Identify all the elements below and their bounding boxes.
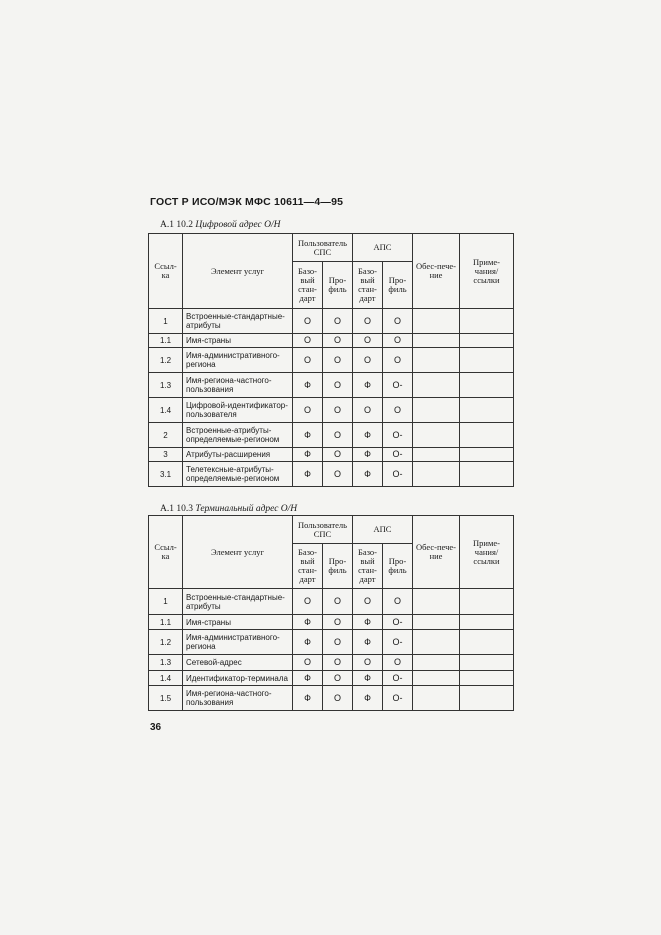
table-row <box>149 348 514 373</box>
value-cell: Ф <box>353 423 383 448</box>
support-cell <box>413 655 460 671</box>
table2-caption <box>160 504 297 514</box>
value-cell: О- <box>383 686 413 711</box>
col-basic-standard-header: Базо-вый стан-дарт <box>353 544 383 589</box>
table-row <box>149 448 514 462</box>
ref-cell: 1 <box>149 309 183 334</box>
ref-cell: 1.4 <box>149 671 183 686</box>
col-notes-header: Приме-чания/ ссылки <box>460 234 514 309</box>
col-support-header: Обес-пече-ние <box>413 234 460 309</box>
value-cell: Ф <box>293 462 323 487</box>
value-cell: О- <box>383 462 413 487</box>
value-cell: О <box>293 398 323 423</box>
table1 <box>148 233 514 487</box>
element-cell: Атрибуты-расширения <box>183 448 293 462</box>
support-cell <box>413 615 460 630</box>
element-cell: Телетексные-атрибуты-определяемые-регионом <box>183 462 293 487</box>
value-cell: Ф <box>293 615 323 630</box>
support-cell <box>413 589 460 615</box>
value-cell: О <box>323 462 353 487</box>
element-cell: Имя-административного-региона <box>183 630 293 655</box>
notes-cell <box>460 373 514 398</box>
element-cell: Имя-административного-региона <box>183 348 293 373</box>
notes-cell <box>460 309 514 334</box>
value-cell: О <box>323 398 353 423</box>
col-basic-standard-header: Базо-вый стан-дарт <box>353 262 383 309</box>
value-cell: О <box>353 334 383 348</box>
table-row <box>149 423 514 448</box>
value-cell: О <box>353 398 383 423</box>
notes-cell <box>460 630 514 655</box>
ref-cell: 1.1 <box>149 615 183 630</box>
col-profile-header: Про-филь <box>323 262 353 309</box>
value-cell: О <box>323 334 353 348</box>
value-cell: Ф <box>353 462 383 487</box>
value-cell: Ф <box>353 373 383 398</box>
notes-cell <box>460 448 514 462</box>
value-cell: О <box>293 309 323 334</box>
col-user-group-header: Пользователь СПС <box>293 234 353 262</box>
table-row <box>149 655 514 671</box>
notes-cell <box>460 334 514 348</box>
ref-cell: 3.1 <box>149 462 183 487</box>
ref-cell: 1.4 <box>149 398 183 423</box>
table1-caption <box>160 220 280 230</box>
notes-cell <box>460 398 514 423</box>
table-row <box>149 589 514 615</box>
ref-cell: 1.3 <box>149 655 183 671</box>
ref-cell: 1.5 <box>149 686 183 711</box>
ref-cell: 1.3 <box>149 373 183 398</box>
col-ref-header: Ссыл-ка <box>149 234 183 309</box>
table-row <box>149 398 514 423</box>
table1-caption-title: Цифровой адрес О/Н <box>195 220 281 230</box>
col-support-header: Обес-пече-ние <box>413 516 460 589</box>
value-cell: О <box>323 655 353 671</box>
ref-cell: 2 <box>149 423 183 448</box>
value-cell: Ф <box>353 448 383 462</box>
value-cell: Ф <box>293 630 323 655</box>
support-cell <box>413 630 460 655</box>
support-cell <box>413 309 460 334</box>
element-cell: Имя-региона-частного-пользования <box>183 686 293 711</box>
notes-cell <box>460 686 514 711</box>
ref-cell: 1 <box>149 589 183 615</box>
value-cell: Ф <box>293 423 323 448</box>
table-row <box>149 686 514 711</box>
value-cell: Ф <box>293 448 323 462</box>
element-cell: Сетевой-адрес <box>183 655 293 671</box>
table-row <box>149 373 514 398</box>
table-row <box>149 309 514 334</box>
element-cell: Имя-страны <box>183 615 293 630</box>
col-notes-header: Приме-чания/ ссылки <box>460 516 514 589</box>
table2-caption-number: А.1 10.3 <box>160 504 193 514</box>
notes-cell <box>460 615 514 630</box>
value-cell: О <box>353 655 383 671</box>
col-element-header: Элемент услуг <box>183 234 293 309</box>
value-cell: О- <box>383 671 413 686</box>
value-cell: О <box>293 655 323 671</box>
value-cell: О <box>293 589 323 615</box>
value-cell: О <box>323 448 353 462</box>
page-number: 36 <box>150 722 162 733</box>
support-cell <box>413 671 460 686</box>
support-cell <box>413 334 460 348</box>
col-aps-group-header: АПС <box>353 234 413 262</box>
element-cell: Встроенные-стандартные-атрибуты <box>183 309 293 334</box>
value-cell: О <box>353 589 383 615</box>
element-cell: Цифровой-идентификатор-пользователя <box>183 398 293 423</box>
value-cell: О <box>383 589 413 615</box>
element-cell: Имя-страны <box>183 334 293 348</box>
notes-cell <box>460 589 514 615</box>
value-cell: О <box>323 373 353 398</box>
value-cell: О- <box>383 373 413 398</box>
table-row <box>149 671 514 686</box>
col-basic-standard-header: Базо-вый стан-дарт <box>293 544 323 589</box>
value-cell: Ф <box>353 615 383 630</box>
value-cell: О <box>353 348 383 373</box>
element-cell: Встроенные-атрибуты-определяемые-регионом <box>183 423 293 448</box>
value-cell: О <box>293 334 323 348</box>
element-cell: Идентификатор-терминала <box>183 671 293 686</box>
table-row <box>149 334 514 348</box>
value-cell: О <box>383 398 413 423</box>
value-cell: О <box>323 348 353 373</box>
support-cell <box>413 423 460 448</box>
value-cell: Ф <box>353 686 383 711</box>
ref-cell: 3 <box>149 448 183 462</box>
notes-cell <box>460 348 514 373</box>
value-cell: Ф <box>293 671 323 686</box>
notes-cell <box>460 462 514 487</box>
col-aps-group-header: АПС <box>353 516 413 544</box>
col-element-header: Элемент услуг <box>183 516 293 589</box>
support-cell <box>413 373 460 398</box>
support-cell <box>413 686 460 711</box>
value-cell: О <box>383 655 413 671</box>
col-profile-header: Про-филь <box>383 544 413 589</box>
table2 <box>148 515 514 711</box>
col-profile-header: Про-филь <box>323 544 353 589</box>
value-cell: О <box>323 309 353 334</box>
value-cell: О <box>383 334 413 348</box>
support-cell <box>413 448 460 462</box>
col-basic-standard-header: Базо-вый стан-дарт <box>293 262 323 309</box>
element-cell: Имя-региона-частного-пользования <box>183 373 293 398</box>
value-cell: О <box>323 630 353 655</box>
support-cell <box>413 462 460 487</box>
ref-cell: 1.2 <box>149 348 183 373</box>
value-cell: О <box>323 589 353 615</box>
value-cell: О <box>323 686 353 711</box>
document-header: ГОСТ Р ИСО/МЭК МФС 10611—4—95 <box>150 196 344 208</box>
table1-caption-number: А.1 10.2 <box>160 220 193 230</box>
value-cell: О- <box>383 630 413 655</box>
value-cell: О- <box>383 615 413 630</box>
table-row <box>149 630 514 655</box>
notes-cell <box>460 655 514 671</box>
support-cell <box>413 398 460 423</box>
value-cell: О <box>293 348 323 373</box>
col-ref-header: Ссыл-ка <box>149 516 183 589</box>
ref-cell: 1.1 <box>149 334 183 348</box>
table2-caption-title: Терминальный адрес О/Н <box>195 504 298 514</box>
value-cell: О <box>353 309 383 334</box>
value-cell: О <box>323 671 353 686</box>
value-cell: Ф <box>353 630 383 655</box>
value-cell: Ф <box>293 686 323 711</box>
value-cell: О <box>383 309 413 334</box>
value-cell: О <box>323 615 353 630</box>
notes-cell <box>460 671 514 686</box>
value-cell: О- <box>383 448 413 462</box>
value-cell: О <box>323 423 353 448</box>
support-cell <box>413 348 460 373</box>
col-user-group-header: Пользователь СПС <box>293 516 353 544</box>
value-cell: О- <box>383 423 413 448</box>
element-cell: Встроенные-стандартные-атрибуты <box>183 589 293 615</box>
col-profile-header: Про-филь <box>383 262 413 309</box>
table-row <box>149 462 514 487</box>
value-cell: Ф <box>353 671 383 686</box>
notes-cell <box>460 423 514 448</box>
table-row <box>149 615 514 630</box>
ref-cell: 1.2 <box>149 630 183 655</box>
value-cell: Ф <box>293 373 323 398</box>
value-cell: О <box>383 348 413 373</box>
